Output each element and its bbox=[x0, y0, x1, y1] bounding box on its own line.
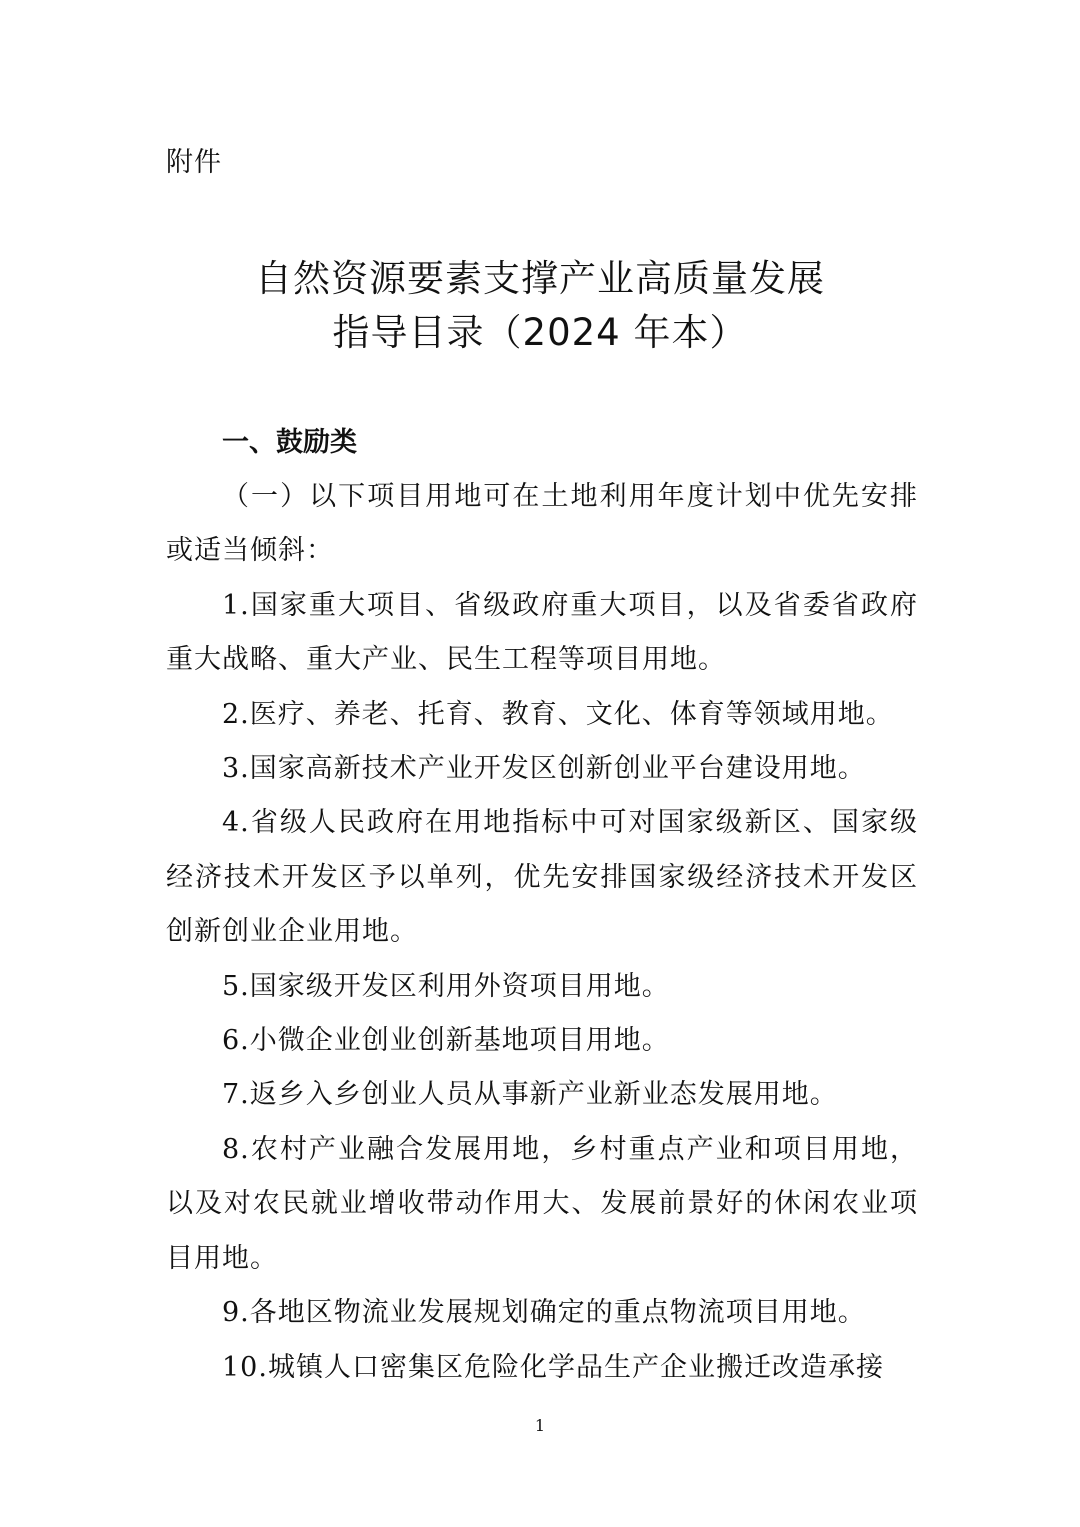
paragraph bbox=[166, 796, 918, 959]
paragraph bbox=[166, 742, 918, 796]
paragraph-line: 以及对农民就业增收带动作用大、发展前景好的休闲农业项 bbox=[166, 1188, 918, 1220]
paragraph-line: 7.返乡入乡创业人员从事新产业新业态发展用地。 bbox=[222, 1079, 838, 1111]
paragraph bbox=[166, 1286, 918, 1340]
paragraph-line: 2.医疗、养老、托育、教育、文化、体育等领域用地。 bbox=[222, 698, 894, 730]
paragraph bbox=[166, 960, 918, 1014]
paragraph bbox=[166, 1068, 918, 1122]
paragraph-line: 6.小微企业创业创新基地项目用地。 bbox=[222, 1025, 670, 1057]
paragraph bbox=[166, 1341, 918, 1395]
attachment-label: 附件 bbox=[166, 147, 222, 178]
section-heading: 一、鼓励类 bbox=[222, 427, 357, 458]
page-number: 1 bbox=[534, 1416, 546, 1435]
paragraph-line: 经济技术开发区予以单列，优先安排国家级经济技术开发区 bbox=[166, 861, 918, 893]
paragraph bbox=[166, 688, 918, 742]
paragraph-line: 创新创业企业用地。 bbox=[166, 916, 418, 948]
paragraph bbox=[166, 470, 918, 579]
paragraph-line: 4.省级人民政府在用地指标中可对国家级新区、国家级 bbox=[222, 807, 918, 839]
paragraph-line: 1.国家重大项目、省级政府重大项目，以及省委省政府 bbox=[222, 589, 918, 621]
paragraph bbox=[166, 579, 918, 688]
document-title-line1: 自然资源要素支撑产业高质量发展 bbox=[255, 257, 825, 300]
paragraph-line: 或适当倾斜： bbox=[166, 535, 334, 567]
paragraph-line: 5.国家级开发区利用外资项目用地。 bbox=[222, 970, 670, 1002]
document-title-line2: 指导目录（2024 年本） bbox=[332, 311, 748, 354]
document-body bbox=[166, 470, 918, 1395]
paragraph-line: 3.国家高新技术产业开发区创新创业平台建设用地。 bbox=[222, 753, 866, 785]
paragraph-line: 重大战略、重大产业、民生工程等项目用地。 bbox=[166, 644, 726, 676]
paragraph-line: 9.各地区物流业发展规划确定的重点物流项目用地。 bbox=[222, 1297, 866, 1329]
paragraph-line: 8.农村产业融合发展用地，乡村重点产业和项目用地， bbox=[222, 1133, 918, 1165]
paragraph-line: 10.城镇人口密集区危险化学品生产企业搬迁改造承接 bbox=[222, 1351, 884, 1383]
paragraph bbox=[166, 1123, 918, 1286]
paragraph-line: 目用地。 bbox=[166, 1242, 278, 1274]
paragraph bbox=[166, 1014, 918, 1068]
paragraph-line: （一）以下项目用地可在土地利用年度计划中优先安排 bbox=[222, 481, 918, 512]
